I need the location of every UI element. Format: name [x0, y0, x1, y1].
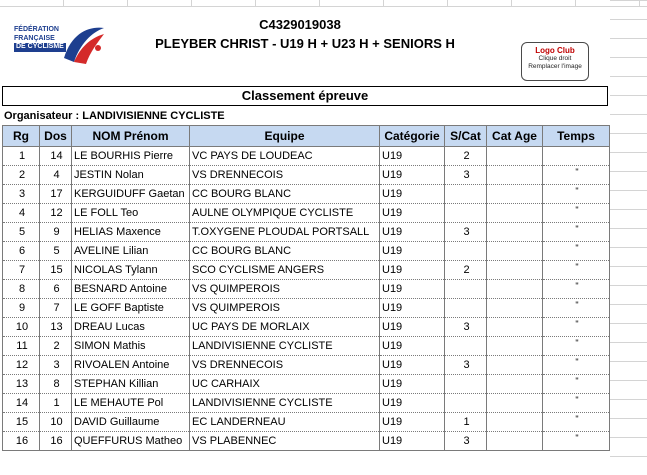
column-header-dos[interactable]: Dos — [40, 126, 72, 147]
cell-bib[interactable]: 13 — [40, 318, 72, 337]
cell-bib[interactable]: 1 — [40, 394, 72, 413]
column-header-scat[interactable]: S/Cat — [445, 126, 487, 147]
cell-category[interactable]: U19 — [380, 299, 445, 318]
cell-name[interactable]: SIMON Mathis — [72, 337, 190, 356]
cell-subcategory[interactable]: 1 — [445, 413, 487, 432]
table-row — [3, 394, 610, 413]
cell-category[interactable]: U19 — [380, 394, 445, 413]
cell-rank[interactable]: 8 — [3, 280, 40, 299]
cell-time[interactable] — [543, 147, 610, 166]
cell-age-category[interactable] — [487, 280, 543, 299]
cell-subcategory[interactable] — [445, 375, 487, 394]
cell-team[interactable]: UC CARHAIX — [190, 375, 380, 394]
cell-time[interactable]: " — [543, 242, 610, 261]
cell-name[interactable]: RIVOALEN Antoine — [72, 356, 190, 375]
cell-bib[interactable]: 15 — [40, 261, 72, 280]
cell-subcategory[interactable] — [445, 185, 487, 204]
cell-team[interactable]: VS DRENNECOIS — [190, 356, 380, 375]
cell-rank[interactable]: 7 — [3, 261, 40, 280]
cell-category[interactable]: U19 — [380, 261, 445, 280]
cell-rank[interactable]: 13 — [3, 375, 40, 394]
table-row — [3, 299, 610, 318]
cell-category[interactable]: U19 — [380, 147, 445, 166]
cell-team[interactable]: T.OXYGENE PLOUDAL PORTSALL — [190, 223, 380, 242]
cell-bib[interactable]: 7 — [40, 299, 72, 318]
cell-name[interactable]: DAVID Guillaume — [72, 413, 190, 432]
cell-bib[interactable]: 9 — [40, 223, 72, 242]
cell-rank[interactable]: 12 — [3, 356, 40, 375]
cell-subcategory[interactable]: 2 — [445, 261, 487, 280]
cell-team[interactable]: VC PAYS DE LOUDEAC — [190, 147, 380, 166]
spreadsheet-grid-lines — [610, 0, 647, 475]
table-row — [3, 261, 610, 280]
cell-age-category[interactable] — [487, 147, 543, 166]
cell-team[interactable]: EC LANDERNEAU — [190, 413, 380, 432]
table-row — [3, 204, 610, 223]
cell-rank[interactable]: 9 — [3, 299, 40, 318]
cell-name[interactable]: HELIAS Maxence — [72, 223, 190, 242]
cell-time[interactable]: " — [543, 394, 610, 413]
cell-time[interactable]: " — [543, 223, 610, 242]
cell-name[interactable]: LE MEHAUTE Pol — [72, 394, 190, 413]
cell-rank[interactable]: 14 — [3, 394, 40, 413]
cell-rank[interactable]: 4 — [3, 204, 40, 223]
cell-subcategory[interactable]: 3 — [445, 356, 487, 375]
table-row — [3, 356, 610, 375]
logo-club-title: Logo Club — [535, 46, 575, 55]
cell-team[interactable]: VS QUIMPEROIS — [190, 280, 380, 299]
cell-bib[interactable]: 3 — [40, 356, 72, 375]
cell-team[interactable]: SCO CYCLISME ANGERS — [190, 261, 380, 280]
cell-time[interactable]: " — [543, 166, 610, 185]
cell-age-category[interactable] — [487, 394, 543, 413]
cell-bib[interactable]: 10 — [40, 413, 72, 432]
cell-age-category[interactable] — [487, 356, 543, 375]
cell-age-category[interactable] — [487, 242, 543, 261]
cell-category[interactable]: U19 — [380, 413, 445, 432]
cell-rank[interactable]: 16 — [3, 432, 40, 451]
table-row — [3, 375, 610, 394]
cell-name[interactable]: QUEFFURUS Matheo — [72, 432, 190, 451]
cell-subcategory[interactable]: 3 — [445, 166, 487, 185]
table-row — [3, 185, 610, 204]
cell-time[interactable]: " — [543, 185, 610, 204]
cell-rank[interactable]: 10 — [3, 318, 40, 337]
cell-name[interactable]: AVELINE Lilian — [72, 242, 190, 261]
table-row — [3, 337, 610, 356]
cell-subcategory[interactable] — [445, 280, 487, 299]
classement-heading: Classement épreuve — [2, 86, 608, 106]
cell-name[interactable]: LE BOURHIS Pierre — [72, 147, 190, 166]
cell-name[interactable]: DREAU Lucas — [72, 318, 190, 337]
cell-subcategory[interactable] — [445, 337, 487, 356]
cell-rank[interactable]: 15 — [3, 413, 40, 432]
cell-name[interactable]: LE FOLL Teo — [72, 204, 190, 223]
cell-name[interactable]: NICOLAS Tylann — [72, 261, 190, 280]
table-row — [3, 223, 610, 242]
cell-subcategory[interactable] — [445, 299, 487, 318]
cell-bib[interactable]: 2 — [40, 337, 72, 356]
ffc-logo-line1: FÉDÉRATION — [14, 26, 59, 33]
race-title: PLEYBER CHRIST - U19 H + U23 H + SENIORS H — [155, 36, 455, 51]
column-header-nom[interactable]: NOM Prénom — [72, 126, 190, 147]
cell-time[interactable]: " — [543, 432, 610, 451]
cell-category[interactable]: U19 — [380, 204, 445, 223]
cell-team[interactable]: LANDIVISIENNE CYCLISTE — [190, 394, 380, 413]
cell-rank[interactable]: 5 — [3, 223, 40, 242]
cell-name[interactable]: KERGUIDUFF Gaetan — [72, 185, 190, 204]
cell-time[interactable]: " — [543, 337, 610, 356]
cell-team[interactable]: UC PAYS DE MORLAIX — [190, 318, 380, 337]
cell-time[interactable]: " — [543, 318, 610, 337]
cell-team[interactable]: AULNE OLYMPIQUE CYCLISTE — [190, 204, 380, 223]
table-row — [3, 166, 610, 185]
cell-age-category[interactable] — [487, 337, 543, 356]
cell-subcategory[interactable]: 3 — [445, 318, 487, 337]
cell-rank[interactable]: 11 — [3, 337, 40, 356]
cell-subcategory[interactable]: 3 — [445, 432, 487, 451]
cell-team[interactable]: VS QUIMPEROIS — [190, 299, 380, 318]
cell-age-category[interactable] — [487, 413, 543, 432]
cell-rank[interactable]: 6 — [3, 242, 40, 261]
cell-time[interactable]: " — [543, 204, 610, 223]
cell-time[interactable]: " — [543, 375, 610, 394]
cell-time[interactable]: " — [543, 280, 610, 299]
table-row — [3, 432, 610, 451]
column-header-temps[interactable]: Temps — [543, 126, 610, 147]
cell-age-category[interactable] — [487, 432, 543, 451]
cell-bib[interactable]: 14 — [40, 147, 72, 166]
cell-category[interactable]: U19 — [380, 337, 445, 356]
table-row — [3, 242, 610, 261]
cell-category[interactable]: U19 — [380, 185, 445, 204]
cell-rank[interactable]: 1 — [3, 147, 40, 166]
cell-category[interactable]: U19 — [380, 356, 445, 375]
ffc-logo-line2: FRANÇAISE — [14, 34, 55, 42]
cell-subcategory[interactable]: 3 — [445, 223, 487, 242]
cell-time[interactable]: " — [543, 261, 610, 280]
column-header-equipe[interactable]: Equipe — [190, 126, 380, 147]
ffc-swoosh-icon — [62, 22, 106, 66]
column-header-cat-age[interactable]: Cat Age — [487, 126, 543, 147]
cell-bib[interactable]: 6 — [40, 280, 72, 299]
table-header-row — [3, 126, 610, 147]
table-row — [3, 318, 610, 337]
cell-name[interactable]: STEPHAN Killian — [72, 375, 190, 394]
cell-bib[interactable]: 16 — [40, 432, 72, 451]
table-row — [3, 147, 610, 166]
results-table — [2, 125, 610, 451]
ffc-logo-line3: DE CYCLISME — [16, 43, 64, 50]
logo-club-hint-2: Remplacer l'image — [528, 63, 582, 70]
cell-age-category[interactable] — [487, 299, 543, 318]
cell-subcategory[interactable] — [445, 242, 487, 261]
logo-club-hint-1: Clique droit — [538, 55, 572, 62]
cell-team[interactable]: VS PLABENNEC — [190, 432, 380, 451]
race-code: C4329019038 — [259, 17, 341, 32]
cell-category[interactable]: U19 — [380, 375, 445, 394]
cell-age-category[interactable] — [487, 166, 543, 185]
cell-age-category[interactable] — [487, 318, 543, 337]
spreadsheet-column-strip — [0, 0, 647, 7]
cell-bib[interactable]: 17 — [40, 185, 72, 204]
ffc-logo — [10, 20, 106, 68]
cell-subcategory[interactable]: 2 — [445, 147, 487, 166]
cell-age-category[interactable] — [487, 261, 543, 280]
cell-category[interactable]: U19 — [380, 432, 445, 451]
cell-time[interactable]: " — [543, 299, 610, 318]
cell-bib[interactable]: 8 — [40, 375, 72, 394]
cell-rank[interactable]: 3 — [3, 185, 40, 204]
cell-name[interactable]: BESNARD Antoine — [72, 280, 190, 299]
cell-category[interactable]: U19 — [380, 242, 445, 261]
logo-club-placeholder[interactable] — [521, 42, 589, 81]
cell-category[interactable]: U19 — [380, 166, 445, 185]
cell-rank[interactable]: 2 — [3, 166, 40, 185]
cell-time[interactable]: " — [543, 413, 610, 432]
cell-subcategory[interactable] — [445, 204, 487, 223]
column-header-rg[interactable]: Rg — [3, 126, 40, 147]
cell-name[interactable]: LE GOFF Baptiste — [72, 299, 190, 318]
cell-team[interactable]: CC BOURG BLANC — [190, 242, 380, 261]
cell-team[interactable]: VS DRENNECOIS — [190, 166, 380, 185]
cell-team[interactable]: CC BOURG BLANC — [190, 185, 380, 204]
cell-time[interactable]: " — [543, 356, 610, 375]
cell-team[interactable]: LANDIVISIENNE CYCLISTE — [190, 337, 380, 356]
cell-category[interactable]: U19 — [380, 223, 445, 242]
cell-age-category[interactable] — [487, 185, 543, 204]
cell-subcategory[interactable] — [445, 394, 487, 413]
cell-category[interactable]: U19 — [380, 280, 445, 299]
cell-age-category[interactable] — [487, 204, 543, 223]
cell-age-category[interactable] — [487, 375, 543, 394]
cell-name[interactable]: JESTIN Nolan — [72, 166, 190, 185]
table-row — [3, 413, 610, 432]
cell-bib[interactable]: 12 — [40, 204, 72, 223]
cell-bib[interactable]: 5 — [40, 242, 72, 261]
table-row — [3, 280, 610, 299]
cell-category[interactable]: U19 — [380, 318, 445, 337]
cell-age-category[interactable] — [487, 223, 543, 242]
cell-bib[interactable]: 4 — [40, 166, 72, 185]
organisateur-label: Organisateur : LANDIVISIENNE CYCLISTE — [4, 110, 225, 122]
column-header-categorie[interactable]: Catégorie — [380, 126, 445, 147]
